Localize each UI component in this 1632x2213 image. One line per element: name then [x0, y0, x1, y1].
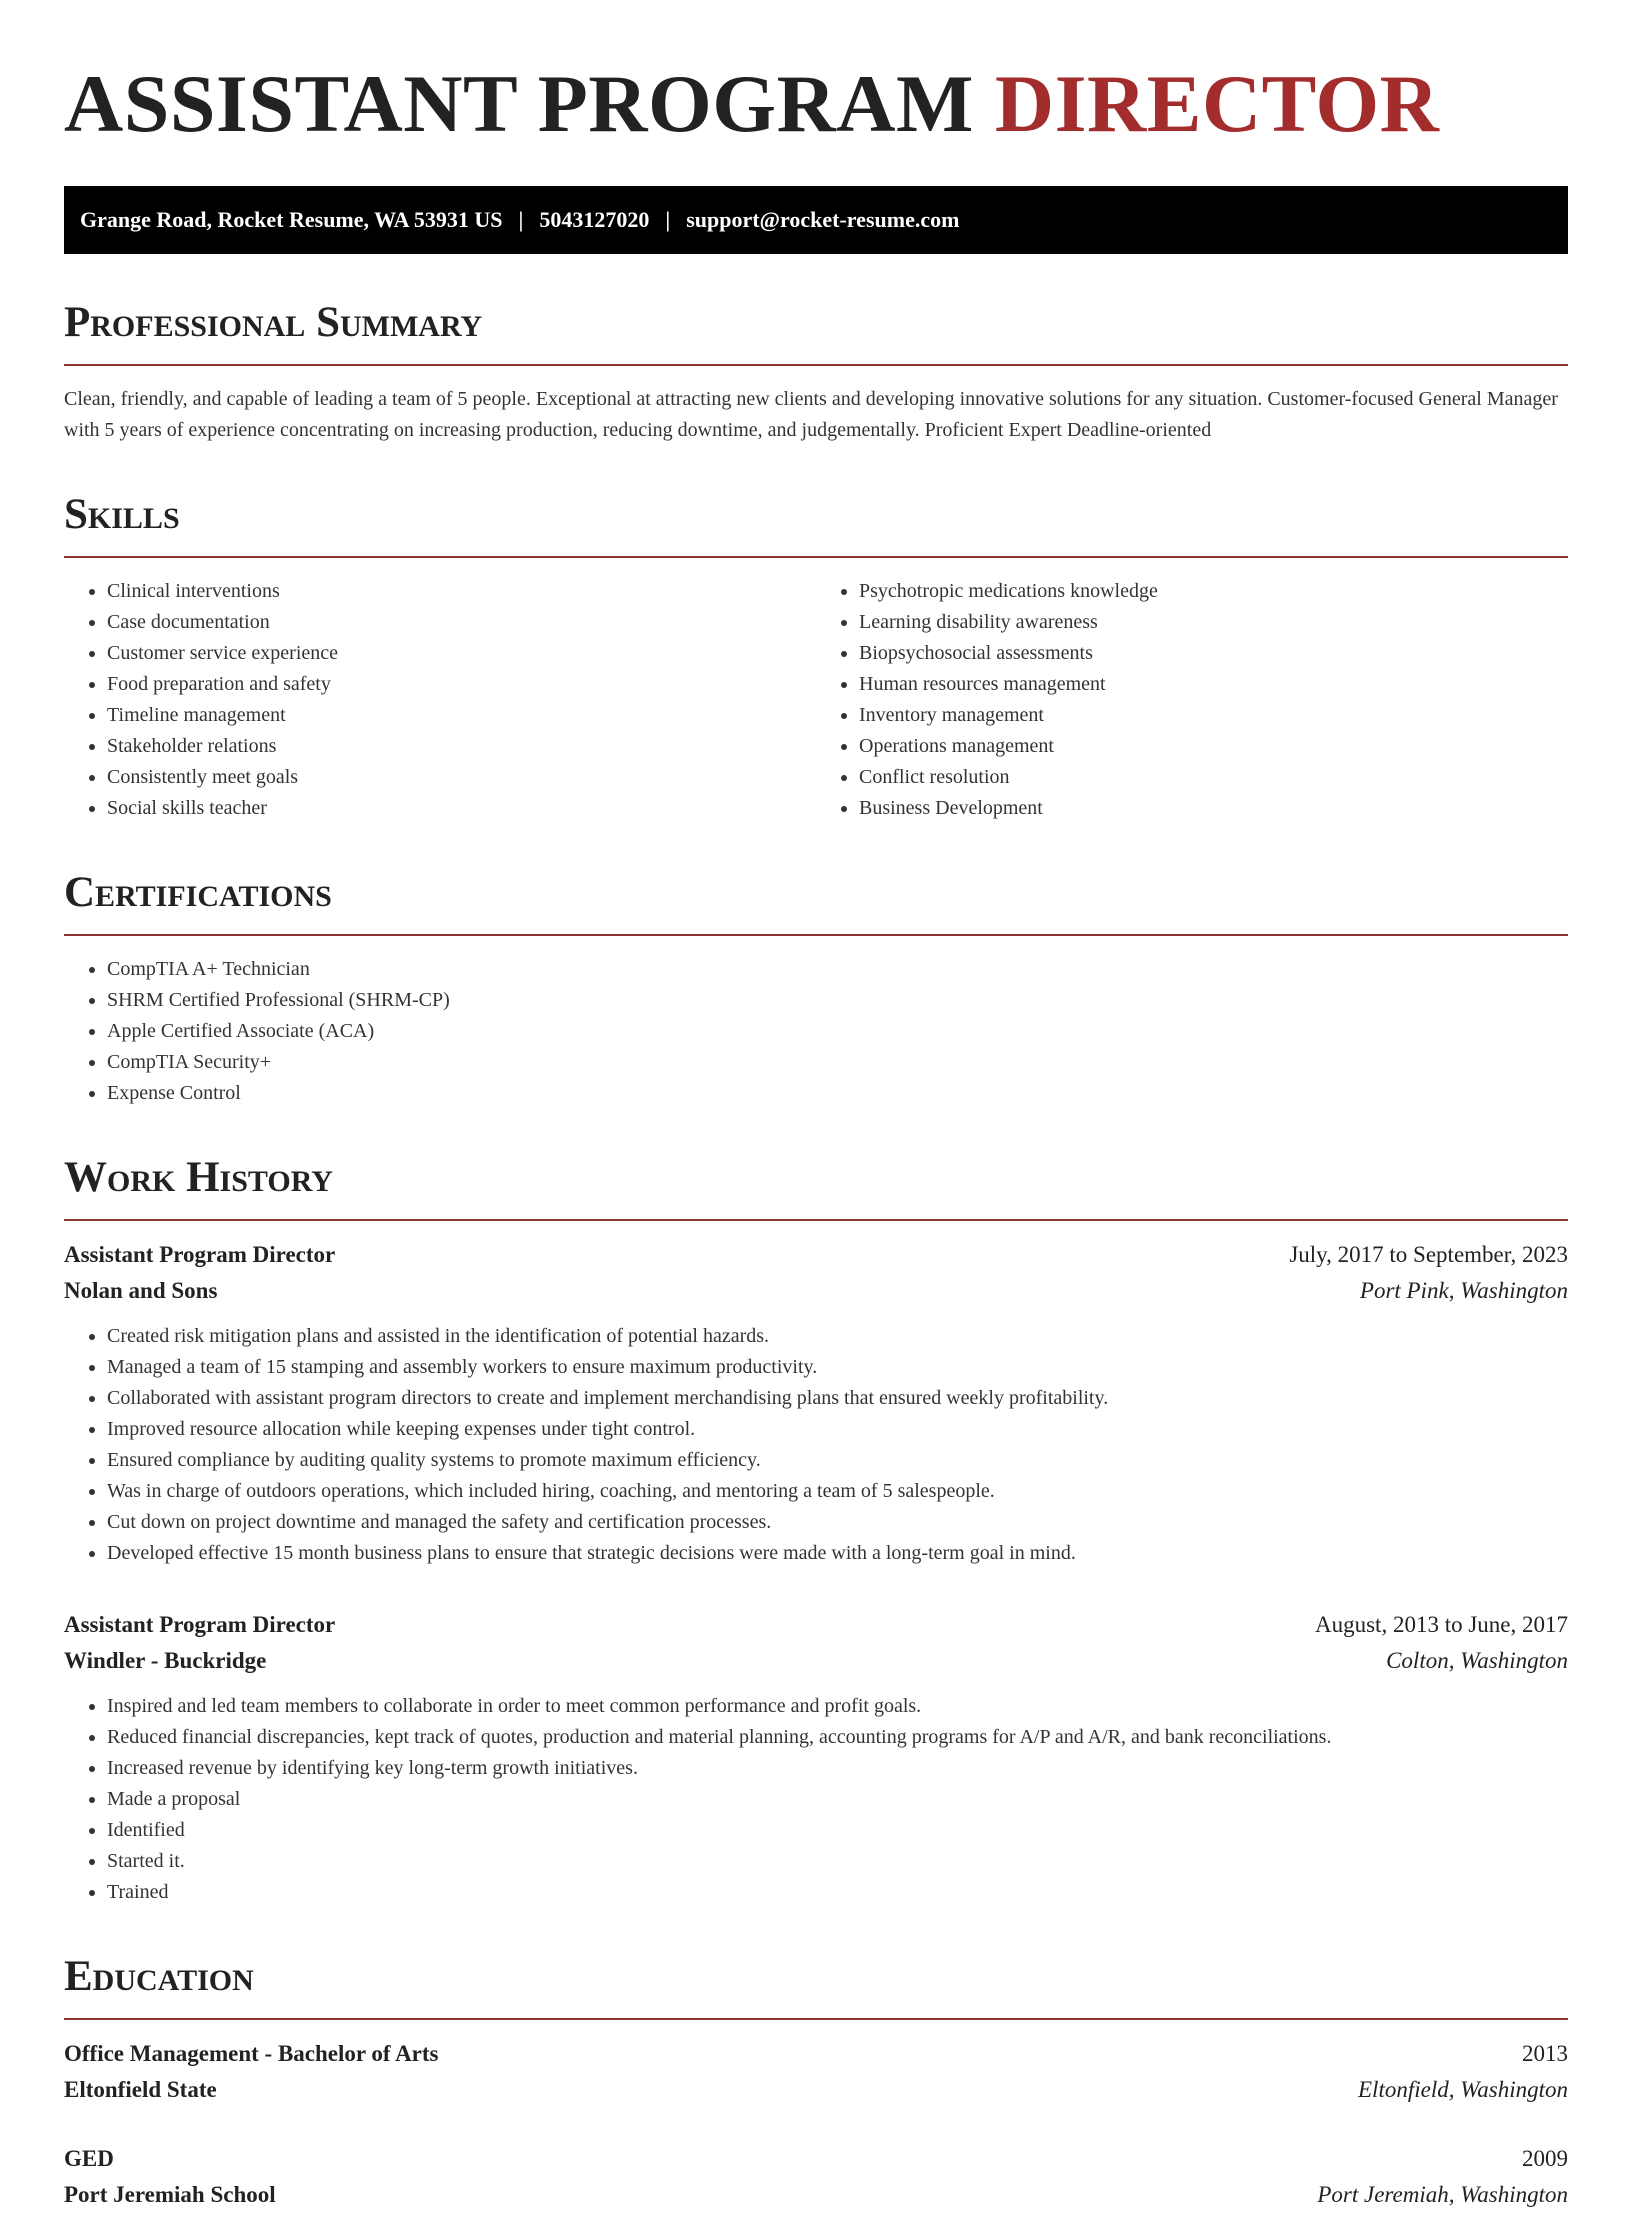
skill-item: • Conflict resolution — [859, 762, 1568, 793]
skills-grid — [64, 558, 1568, 824]
education-degree: GED — [64, 2146, 114, 2171]
certifications-heading: Certifications — [64, 868, 1568, 936]
education-year: 2013 — [1522, 2041, 1568, 2066]
summary-text: Clean, friendly, and capable of leading a team of 5 people. Exceptional at attracting new clients and developing innovative solutions for any situation. Customer-focused General Manager with 5 years of experience concentrating on increasing production, reducing downtime, and judgementally. Proficient Expert Deadline-oriented — [64, 388, 1558, 441]
work-history-heading: Work History — [64, 1153, 1568, 1221]
job-header-row — [64, 1237, 1568, 1273]
job-bullet: • Managed a team of 15 stamping and assembly workers to ensure maximum productivity. — [107, 1352, 1568, 1383]
education-section — [64, 1952, 1568, 2213]
job-company: Windler - Buckridge — [64, 1648, 267, 1673]
skill-item: • Social skills teacher — [107, 793, 816, 824]
contact-separator: | — [665, 207, 671, 232]
job-company-row — [64, 1273, 1568, 1309]
skill-item: • Case documentation — [107, 607, 816, 638]
skill-item: • Human resources management — [859, 669, 1568, 700]
skills-list-right — [816, 576, 1568, 824]
title-main: ASSISTANT PROGRAM — [64, 58, 974, 149]
education-entry — [64, 2141, 1568, 2213]
education-school-row — [64, 2177, 1568, 2213]
education-entry — [64, 2036, 1568, 2108]
job-bullet: • Identified — [107, 1815, 1568, 1846]
job-role: Assistant Program Director — [64, 1242, 336, 1267]
job-bullet: • Developed effective 15 month business plans to ensure that strategic decisions were made with a long-term goal in mind. — [107, 1538, 1568, 1569]
contact-email: support@rocket-resume.com — [686, 207, 960, 232]
certification-item: • CompTIA Security+ — [107, 1047, 1568, 1078]
skills-heading: Skills — [64, 490, 1568, 558]
job-bullet: • Ensured compliance by auditing quality systems to promote maximum efficiency. — [107, 1445, 1568, 1476]
job-bullet: • Improved resource allocation while keeping expenses under tight control. — [107, 1414, 1568, 1445]
skill-item: • Inventory management — [859, 700, 1568, 731]
skill-item: • Biopsychosocial assessments — [859, 638, 1568, 669]
job-bullet: • Created risk mitigation plans and assisted in the identification of potential hazards. — [107, 1321, 1568, 1352]
job-dates: July, 2017 to September, 2023 — [1289, 1242, 1568, 1267]
resume-title — [64, 56, 1568, 152]
job-dates: August, 2013 to June, 2017 — [1315, 1612, 1568, 1637]
job-header-row — [64, 1607, 1568, 1643]
skills-list-left — [64, 576, 816, 824]
job-bullet: • Cut down on project downtime and managed the safety and certification processes. — [107, 1507, 1568, 1538]
education-location: Port Jeremiah, Washington — [1317, 2182, 1568, 2207]
job-company: Nolan and Sons — [64, 1278, 218, 1303]
education-school-row — [64, 2072, 1568, 2108]
job-entry — [64, 1237, 1568, 1569]
skill-item: • Psychotropic medications knowledge — [859, 576, 1568, 607]
work-history-section — [64, 1153, 1568, 1908]
education-school: Port Jeremiah School — [64, 2182, 276, 2207]
certification-item: • Expense Control — [107, 1078, 1568, 1109]
job-bullets — [64, 1321, 1568, 1569]
skill-item: • Operations management — [859, 731, 1568, 762]
job-company-row — [64, 1643, 1568, 1679]
job-location: Port Pink, Washington — [1359, 1278, 1568, 1303]
education-location: Eltonfield, Washington — [1358, 2077, 1568, 2102]
skill-item: • Business Development — [859, 793, 1568, 824]
title-accent: DIRECTOR — [994, 58, 1440, 149]
job-bullet: • Trained — [107, 1877, 1568, 1908]
contact-separator: | — [518, 207, 524, 232]
education-heading: Education — [64, 1952, 1568, 2020]
summary-section — [64, 298, 1568, 446]
job-bullet: • Inspired and led team members to collaborate in order to meet common performance and profit goals. — [107, 1691, 1568, 1722]
certifications-section — [64, 868, 1568, 1109]
skill-item: • Consistently meet goals — [107, 762, 816, 793]
job-bullet: • Reduced financial discrepancies, kept track of quotes, production and material planning, accounting programs for A/P and A/R, and bank reconciliations. — [107, 1722, 1568, 1753]
summary-heading: Professional Summary — [64, 298, 1568, 366]
certifications-list — [64, 954, 1568, 1109]
education-degree-row — [64, 2036, 1568, 2072]
job-bullet: • Was in charge of outdoors operations, which included hiring, coaching, and mentoring a team of 5 salespeople. — [107, 1476, 1568, 1507]
skill-item: • Food preparation and safety — [107, 669, 816, 700]
education-school: Eltonfield State — [64, 2077, 217, 2102]
certification-item: • Apple Certified Associate (ACA) — [107, 1016, 1568, 1047]
skill-item: • Learning disability awareness — [859, 607, 1568, 638]
certification-item: • SHRM Certified Professional (SHRM-CP) — [107, 985, 1568, 1016]
skill-item: • Customer service experience — [107, 638, 816, 669]
skill-item: • Stakeholder relations — [107, 731, 816, 762]
certification-item: • CompTIA A+ Technician — [107, 954, 1568, 985]
contact-bar — [64, 186, 1568, 254]
job-bullet: • Increased revenue by identifying key long-term growth initiatives. — [107, 1753, 1568, 1784]
contact-phone: 5043127020 — [539, 207, 650, 232]
education-year: 2009 — [1522, 2146, 1568, 2171]
skill-item: • Clinical interventions — [107, 576, 816, 607]
job-location: Colton, Washington — [1386, 1648, 1568, 1673]
job-bullet: • Started it. — [107, 1846, 1568, 1877]
skill-item: • Timeline management — [107, 700, 816, 731]
job-bullet: • Collaborated with assistant program directors to create and implement merchandising plans that ensured weekly profitability. — [107, 1383, 1568, 1414]
job-role: Assistant Program Director — [64, 1612, 336, 1637]
job-bullets — [64, 1691, 1568, 1908]
education-degree-row — [64, 2141, 1568, 2177]
job-bullet: • Made a proposal — [107, 1784, 1568, 1815]
contact-address: Grange Road, Rocket Resume, WA 53931 US — [80, 207, 503, 232]
skills-section — [64, 490, 1568, 824]
education-degree: Office Management - Bachelor of Arts — [64, 2041, 439, 2066]
job-entry — [64, 1607, 1568, 1908]
